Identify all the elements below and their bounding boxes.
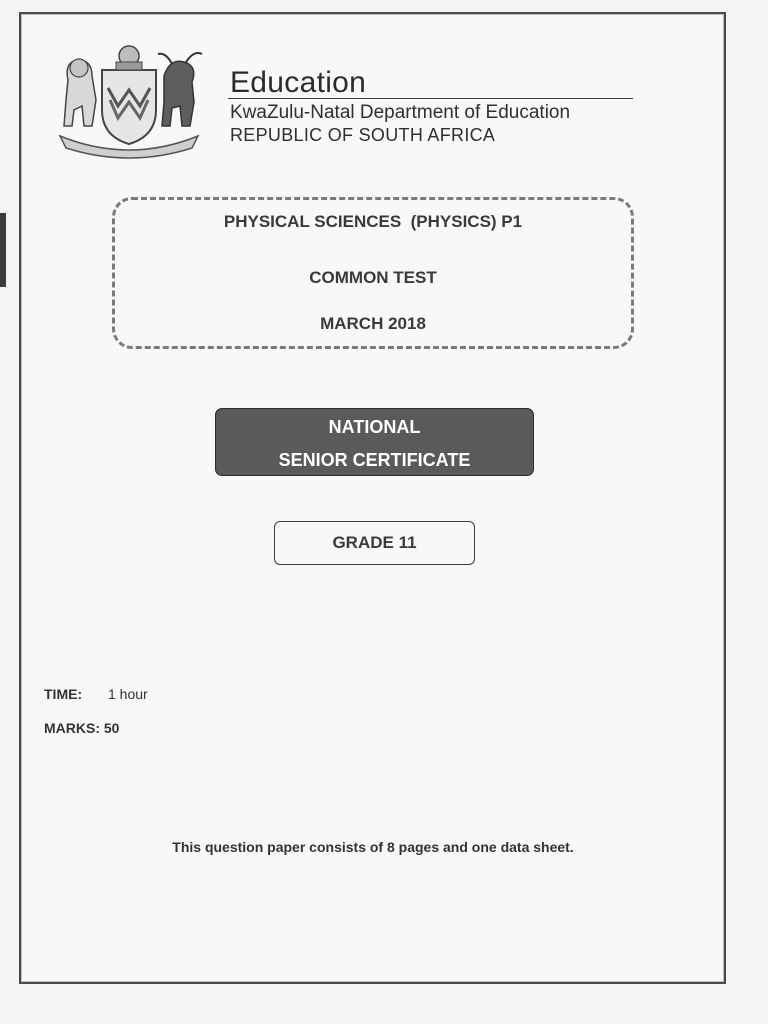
page-count-note: This question paper consists of 8 pages and one data sheet. — [172, 839, 574, 855]
header-country: REPUBLIC OF SOUTH AFRICA — [230, 125, 496, 145]
header-department: KwaZulu-Natal Department of Education — [230, 102, 571, 123]
certificate-line-1: NATIONAL — [328, 417, 421, 437]
marks-label: MARKS: 50 — [44, 720, 120, 736]
grade-label: GRADE 11 — [332, 533, 417, 552]
coat-of-arms-icon — [52, 40, 206, 160]
exam-date: MARCH 2018 — [320, 314, 426, 333]
certificate-banner — [215, 408, 534, 476]
scan-edge-mark — [0, 213, 6, 287]
grade-box — [274, 521, 475, 565]
time-value: 1 hour — [108, 686, 148, 702]
subject-box — [112, 197, 634, 349]
header-title: Education — [230, 66, 367, 99]
exam-subject: PHYSICAL SCIENCES (PHYSICS) P1 — [223, 212, 523, 231]
certificate-line-2: SENIOR CERTIFICATE — [278, 450, 471, 470]
header-divider — [228, 98, 633, 99]
time-label: TIME: — [44, 686, 83, 702]
exam-test-type: COMMON TEST — [309, 268, 437, 287]
